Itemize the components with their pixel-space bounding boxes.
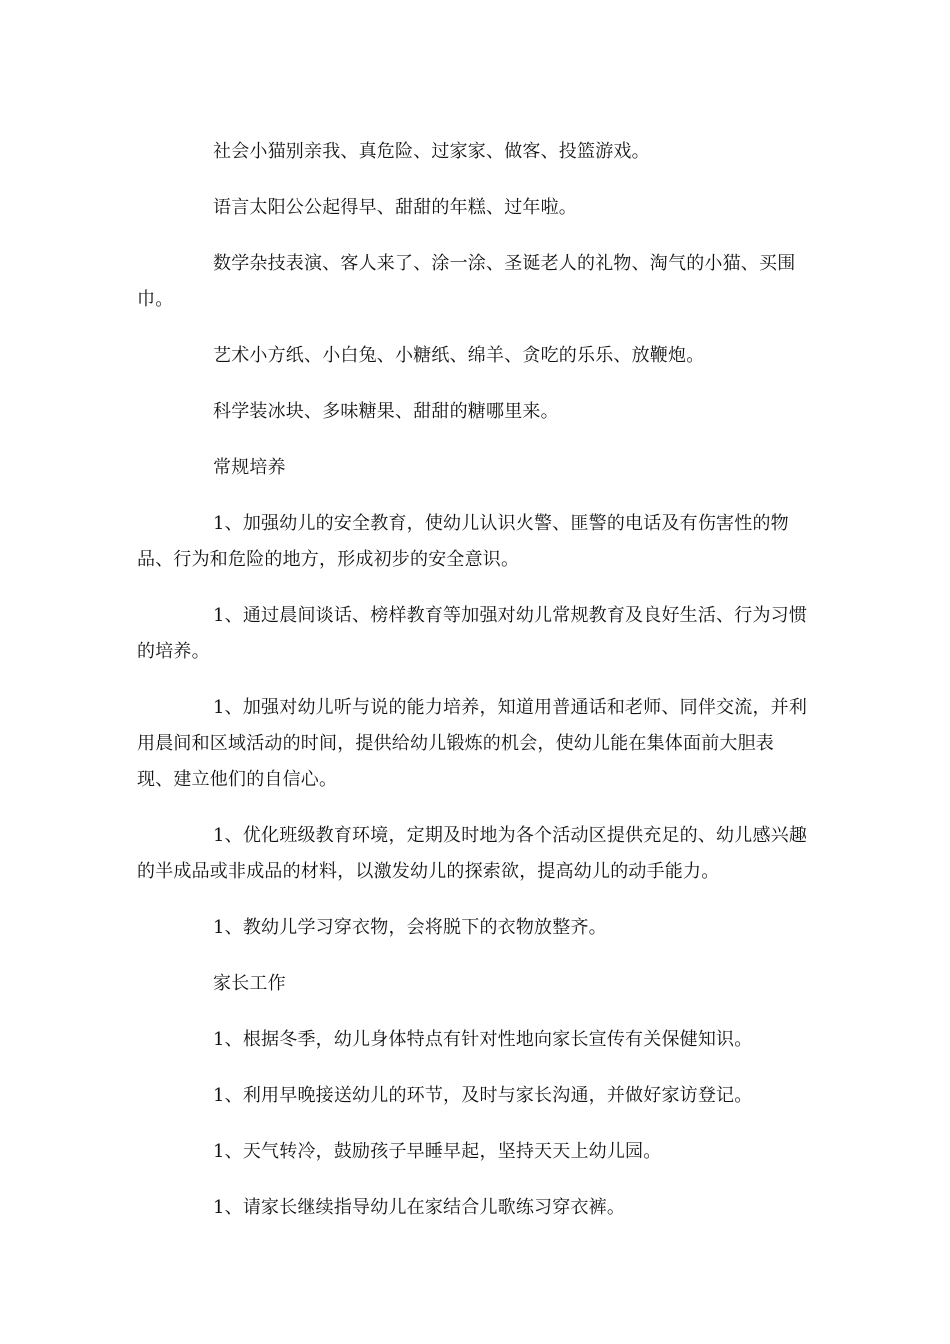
list-item-environment: 1、优化班级教育环境，定期及时地为各个活动区提供充足的、幼儿感兴趣的半成品或非成品的材料，以激发幼儿的探索欲，提高幼儿的动手能力。: [137, 825, 808, 882]
list-item-home-practice: 1、请家长继续指导幼儿在家结合儿歌练习穿衣裤。: [213, 1197, 626, 1218]
section-heading-parents: 家长工作: [213, 973, 286, 994]
list-item-health: 1、根据冬季，幼儿身体特点有针对性地向家长宣传有关保健知识。: [213, 1029, 753, 1050]
list-item-speaking: 1、加强对幼儿听与说的能力培养，知道用普通话和老师、同伴交流，并利用晨间和区域活动的时间，提供给幼儿锻炼的机会，使幼儿能在集体面前大胆表现、建立他们的自信心。: [137, 697, 808, 790]
list-item-communication: 1、利用早晚接送幼儿的环节，及时与家长沟通，并做好家访登记。: [213, 1085, 753, 1106]
paragraph-language: 语言太阳公公起得早、甜甜的年糕、过年啦。: [213, 197, 577, 218]
list-item-habits: 1、通过晨间谈话、榜样教育等加强对幼儿常规教育及良好生活、行为习惯的培养。: [137, 605, 808, 662]
list-item-dressing: 1、教幼儿学习穿衣物，会将脱下的衣物放整齐。: [213, 917, 607, 938]
section-heading-routine: 常规培养: [213, 457, 286, 478]
paragraph-math: 数学杂技表演、客人来了、涂一涂、圣诞老人的礼物、淘气的小猫、买围巾。: [137, 253, 796, 310]
list-item-safety: 1、加强幼儿的安全教育，使幼儿认识火警、匪警的电话及有伤害性的物品、行为和危险的地方，形成初步的安全意识。: [137, 513, 789, 570]
document-body: [137, 134, 809, 1246]
paragraph-science: 科学装冰块、多味糖果、甜甜的糖哪里来。: [213, 401, 559, 422]
paragraph-art: 艺术小方纸、小白兔、小糖纸、绵羊、贪吃的乐乐、放鞭炮。: [213, 345, 705, 366]
paragraph-social: 社会小猫别亲我、真危险、过家家、做客、投篮游戏。: [213, 141, 650, 162]
list-item-attendance: 1、天气转冷，鼓励孩子早睡早起，坚持天天上幼儿园。: [213, 1141, 662, 1162]
